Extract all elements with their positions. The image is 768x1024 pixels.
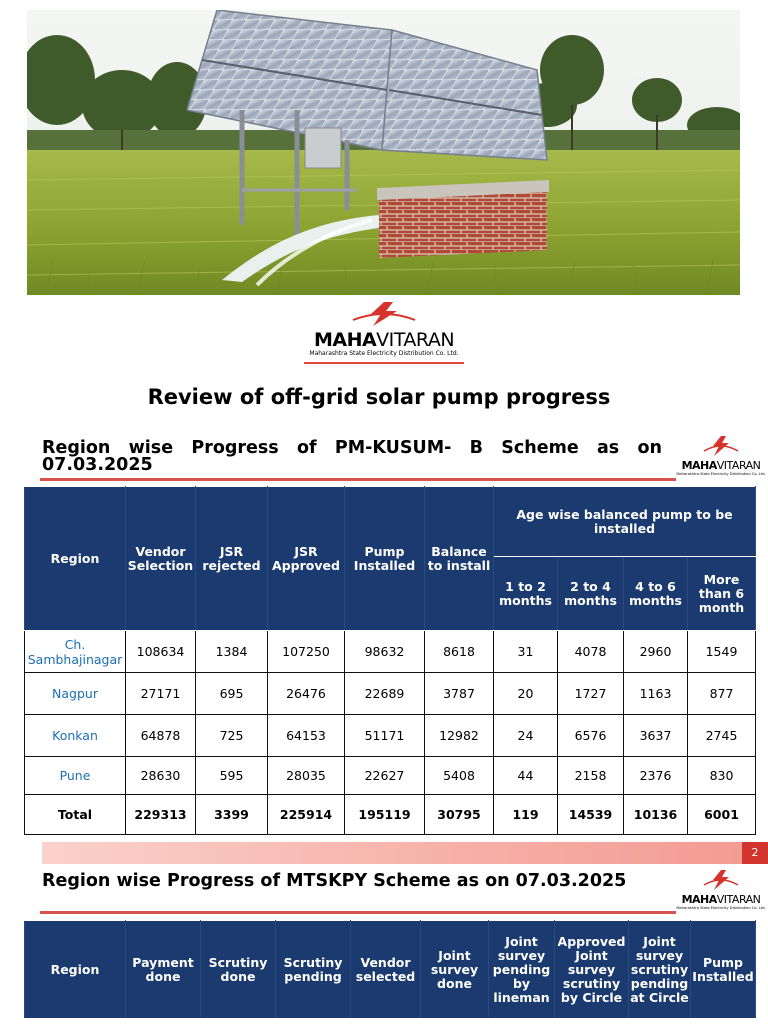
slide-footer-band <box>42 842 742 864</box>
mtskpy-progress-table <box>24 920 756 1019</box>
table-cell: 22627 <box>345 757 425 795</box>
table-cell: 51171 <box>345 715 425 757</box>
logo-wordmark: MAHAVITARAN <box>681 459 761 472</box>
table-cell: 3399 <box>196 795 268 835</box>
logo-tagline: Maharashtra State Electricity Distribution Co. Ltd. <box>676 472 766 476</box>
table-cell: 107250 <box>268 631 345 673</box>
table-row <box>25 715 756 757</box>
total-row <box>25 795 756 835</box>
table-row <box>25 673 756 715</box>
table-cell: 28630 <box>126 757 196 795</box>
col-header-pump-installed: Pump Installed <box>691 921 756 1019</box>
section-divider <box>40 911 676 914</box>
table-cell: 26476 <box>268 673 345 715</box>
col-header-region: Region <box>25 487 126 631</box>
table-cell: 595 <box>196 757 268 795</box>
col-header-region: Region <box>25 921 126 1019</box>
region-cell: Ch. Sambhajinagar <box>25 631 126 673</box>
table-cell: 877 <box>688 673 756 715</box>
table-cell: 695 <box>196 673 268 715</box>
table-cell: 44 <box>494 757 558 795</box>
table-cell: 2960 <box>624 631 688 673</box>
table-cell: 24 <box>494 715 558 757</box>
table-cell: 64153 <box>268 715 345 757</box>
table-cell: 225914 <box>268 795 345 835</box>
mahavitaran-logo <box>300 302 468 364</box>
table-cell: 20 <box>494 673 558 715</box>
col-header-age-group: Age wise balanced pump to be installed <box>494 487 756 557</box>
logo-tagline: Maharashtra State Electricity Distribution Co. Ltd. <box>676 906 766 910</box>
table-cell: 5408 <box>425 757 494 795</box>
table-cell: 8618 <box>425 631 494 673</box>
table-cell: 1384 <box>196 631 268 673</box>
col-header-joint-survey-done: Joint survey done <box>421 921 489 1019</box>
page-number: 2 <box>742 842 768 864</box>
lightning-logo-icon <box>701 436 741 456</box>
table-cell: 28035 <box>268 757 345 795</box>
table-cell: 3787 <box>425 673 494 715</box>
col-header-jsr-rejected: JSR rejected <box>196 487 268 631</box>
table-cell: 14539 <box>558 795 624 835</box>
table-cell: 31 <box>494 631 558 673</box>
table-cell: 27171 <box>126 673 196 715</box>
logo-wordmark: MAHAVITARAN <box>681 893 761 906</box>
region-cell: Pune <box>25 757 126 795</box>
hero-photo <box>27 10 740 295</box>
section-divider <box>40 478 676 481</box>
col-header-vendor-selected: Vendor selected <box>351 921 421 1019</box>
table-cell: 6001 <box>688 795 756 835</box>
logo-tagline: Maharashtra State Electricity Distribution Co. Ltd. <box>309 350 459 357</box>
table-cell: 195119 <box>345 795 425 835</box>
deck-title: Review of off-grid solar pump progress <box>147 385 611 409</box>
mahavitaran-logo-small <box>676 436 766 476</box>
col-header-balance: Balance to install <box>425 487 494 631</box>
mahavitaran-logo-small <box>676 870 766 910</box>
region-cell: Nagpur <box>25 673 126 715</box>
col-header-joint-survey-scrutiny-pending: Joint survey scrutiny pending at Circle <box>629 921 691 1019</box>
col-header-joint-survey-pending: Joint survey pending by lineman <box>489 921 555 1019</box>
table-cell: 4078 <box>558 631 624 673</box>
table-cell: 2158 <box>558 757 624 795</box>
table-cell: 10136 <box>624 795 688 835</box>
table-cell: 3637 <box>624 715 688 757</box>
table-row <box>25 631 756 673</box>
table-row <box>25 757 756 795</box>
lightning-logo-icon <box>701 870 741 890</box>
region-cell: Konkan <box>25 715 126 757</box>
table-cell: 30795 <box>425 795 494 835</box>
table-cell: 6576 <box>558 715 624 757</box>
table-cell: 725 <box>196 715 268 757</box>
table-cell: 12982 <box>425 715 494 757</box>
table-cell: 22689 <box>345 673 425 715</box>
table-cell: 830 <box>688 757 756 795</box>
table-cell: 119 <box>494 795 558 835</box>
col-header-2-4-months: 2 to 4 months <box>558 557 624 631</box>
mtskpy-section-title: Region wise Progress of MTSKPY Scheme as on 07.03.2025 <box>42 871 627 891</box>
col-header-payment-done: Payment done <box>126 921 201 1019</box>
table-cell: 1163 <box>624 673 688 715</box>
col-header-approved-joint-survey: Approved Joint survey scrutiny by Circle <box>555 921 629 1019</box>
col-header-scrutiny-pending: Scrutiny pending <box>276 921 351 1019</box>
table-cell: 229313 <box>126 795 196 835</box>
table-cell: 2376 <box>624 757 688 795</box>
col-header-jsr-approved: JSR Approved <box>268 487 345 631</box>
table-cell: 98632 <box>345 631 425 673</box>
logo-wordmark: MAHAVITARAN <box>313 329 455 351</box>
table-cell: 1549 <box>688 631 756 673</box>
col-header-scrutiny-done: Scrutiny done <box>201 921 276 1019</box>
kusum-progress-table <box>24 486 756 835</box>
lightning-logo-icon <box>349 302 419 326</box>
col-header-4-6-months: 4 to 6 months <box>624 557 688 631</box>
kusum-section-title: Region wise Progress of PM-KUSUM- B Scheme as on 07.03.2025 <box>42 438 662 475</box>
total-label-cell: Total <box>25 795 126 835</box>
col-header-vendor-selection: Vendor Selection <box>126 487 196 631</box>
col-header-pump-installed: Pump Installed <box>345 487 425 631</box>
table-cell: 2745 <box>688 715 756 757</box>
col-header-6plus-months: More than 6 month <box>688 557 756 631</box>
table-cell: 108634 <box>126 631 196 673</box>
logo-underline <box>304 362 464 364</box>
table-cell: 1727 <box>558 673 624 715</box>
table-cell: 64878 <box>126 715 196 757</box>
col-header-1-2-months: 1 to 2 months <box>494 557 558 631</box>
